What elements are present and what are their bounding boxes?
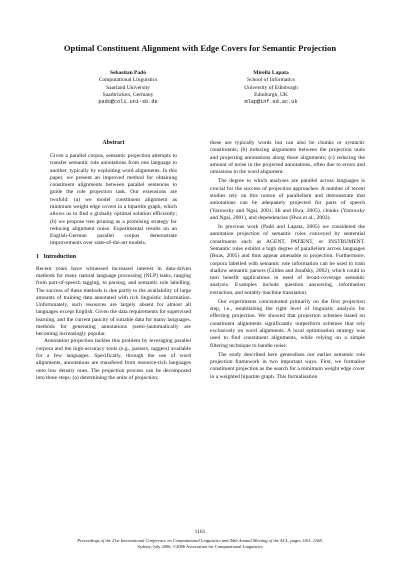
author-block-2: [196, 70, 346, 106]
footer-line: Sydney, July 2006. ©2006 Association for Computational Linguistics: [137, 544, 263, 549]
page-number: 1161: [194, 529, 206, 535]
author-name: Mirella Lapata: [253, 70, 289, 76]
author-affiliation-line: Edinburgh, UK: [254, 91, 288, 98]
author-affiliation-line: School of Informatics: [247, 77, 295, 84]
author-affiliation-line: Computational Linguistics: [98, 77, 158, 84]
body-paragraph: Our experiments concentrated primarily on the first projection step, i.e., establishing the right level of linguistic analysis for effecting projection. We showed that projection schemes based on constituent alignments significantly outperform schemes that rely exclusively on word alignments. A local optimisation strategy was used to find constituent alignments, while relying on a simple filtering technique to handle noise.: [210, 298, 365, 349]
right-column: [210, 140, 365, 381]
proceedings-footer: [30, 538, 370, 550]
intro-paragraph: Recent years have witnessed increased interest in data-driven methods for many natural language processing (NLP) tasks, ranging from part-of-speech tagging, to parsing, and semantic role labelling. The success of these methods is due partly to the availability of large amounts of training data annotated with rich linguistic information. Unfortunately, such resources are largely absent for almost all languages except English. Given the data requirements for supervised learning, and the current paucity of suitable data for many languages, methods for generating annotations (semi-)automatically are becoming increasingly popular.: [36, 265, 191, 338]
author-affiliation-line: Saarbrücken, Germany: [102, 91, 154, 98]
intro-paragraph: Annotation projection tackles this problem by leveraging parallel corpora and the high-accuracy tools (e.g., parsers, taggers) available for a few languages. Specifically, through the use of word alignments, annotations are transfered from resource-rich languages onto low density ones. The projection process can be decomposed into three steps: (a) determining the units of projection;: [36, 338, 191, 381]
author-affiliation-line: University of Edinburgh: [244, 84, 298, 91]
body-paragraph: The degree to which analyses are parallel across languages is crucial for the success of projection approaches. A number of recent studies rely on this notion of parallelism and demonstrate that annotations can be adequately projected for parts of speech (Yarowsky and Ngai, 2001; Hi and Hwa, 2005), chunks (Yarowsky and Ngai, 2001), and dependencies (Hwa et al., 2002).: [210, 178, 365, 221]
abstract-heading: Abstract: [102, 140, 125, 146]
author-email: mlap@inf.ed.ac.uk: [244, 99, 298, 106]
author-block-1: [53, 70, 203, 106]
author-email: pado@coli.uni-sb.de: [98, 99, 158, 106]
body-paragraph: In previous work (Padó and Lapata, 2005) we considered the annotation projection of semantic roles conveyed by sentential constituents such as AGENT, PATIENT, or INSTRUMENT. Semantic roles exhibit a high degree of parallelism across languages (Boas, 2005) and thus appear amenable to projection. Furthermore, corpora labelled with semantic role information can be used to train shallow semantic parsers (Gildea and Jurafsky, 2002), which could in turn benefit applications in need of broad-coverage semantic analysis. Examples include question answering, information extraction, and notably machine translation.: [210, 224, 365, 296]
section-heading-introduction: 1 Introduction: [36, 253, 77, 260]
left-column: [36, 140, 191, 382]
body-paragraph: The study described here generalises our earlier semantic role projection framework in two important ways. First, we formalise constituent projection as the search for a minimum weight edge cover in a weighted bipartite graph. This formalisation: [210, 351, 365, 380]
author-name: Sebastian Padó: [110, 70, 146, 76]
author-affiliation-line: Saarland University: [106, 84, 150, 91]
footer-line: Proceedings of the 21st International Conference on Computational Linguistics and 44th Annual Meeting of the ACL, pages 1161–1168,: [77, 538, 323, 543]
paper-title: Optimal Constituent Alignment with Edge Covers for Semantic Projection: [63, 43, 337, 53]
body-paragraph: these are typically words but can also be chunks or syntactic constituents; (b) inducing alignments between the projection units and projecting annotations along these alignments; (c) reducing the amount of noise in the projected annotations, often due to errors and omissions in the word alignment.: [210, 140, 365, 176]
abstract-text: Given a parallel corpus, semantic projection attempts to transfer semantic role annotations from one language to another, typically by exploiting word alignments. In this paper, we present an improved method for obtaining constituent alignments between parallel sentences to guide the role projection task. Our extensions are twofold: (a) we model constituent alignment as minimum weight edge covers in a bipartite graph, which allows us to find a globally optimal solution efficiently; (b) we propose tree pruning as a promising strategy for reducing alignment noise. Experimental results on an English-German parallel corpus demonstrate improvements over state-of-the-art models.: [50, 153, 177, 247]
